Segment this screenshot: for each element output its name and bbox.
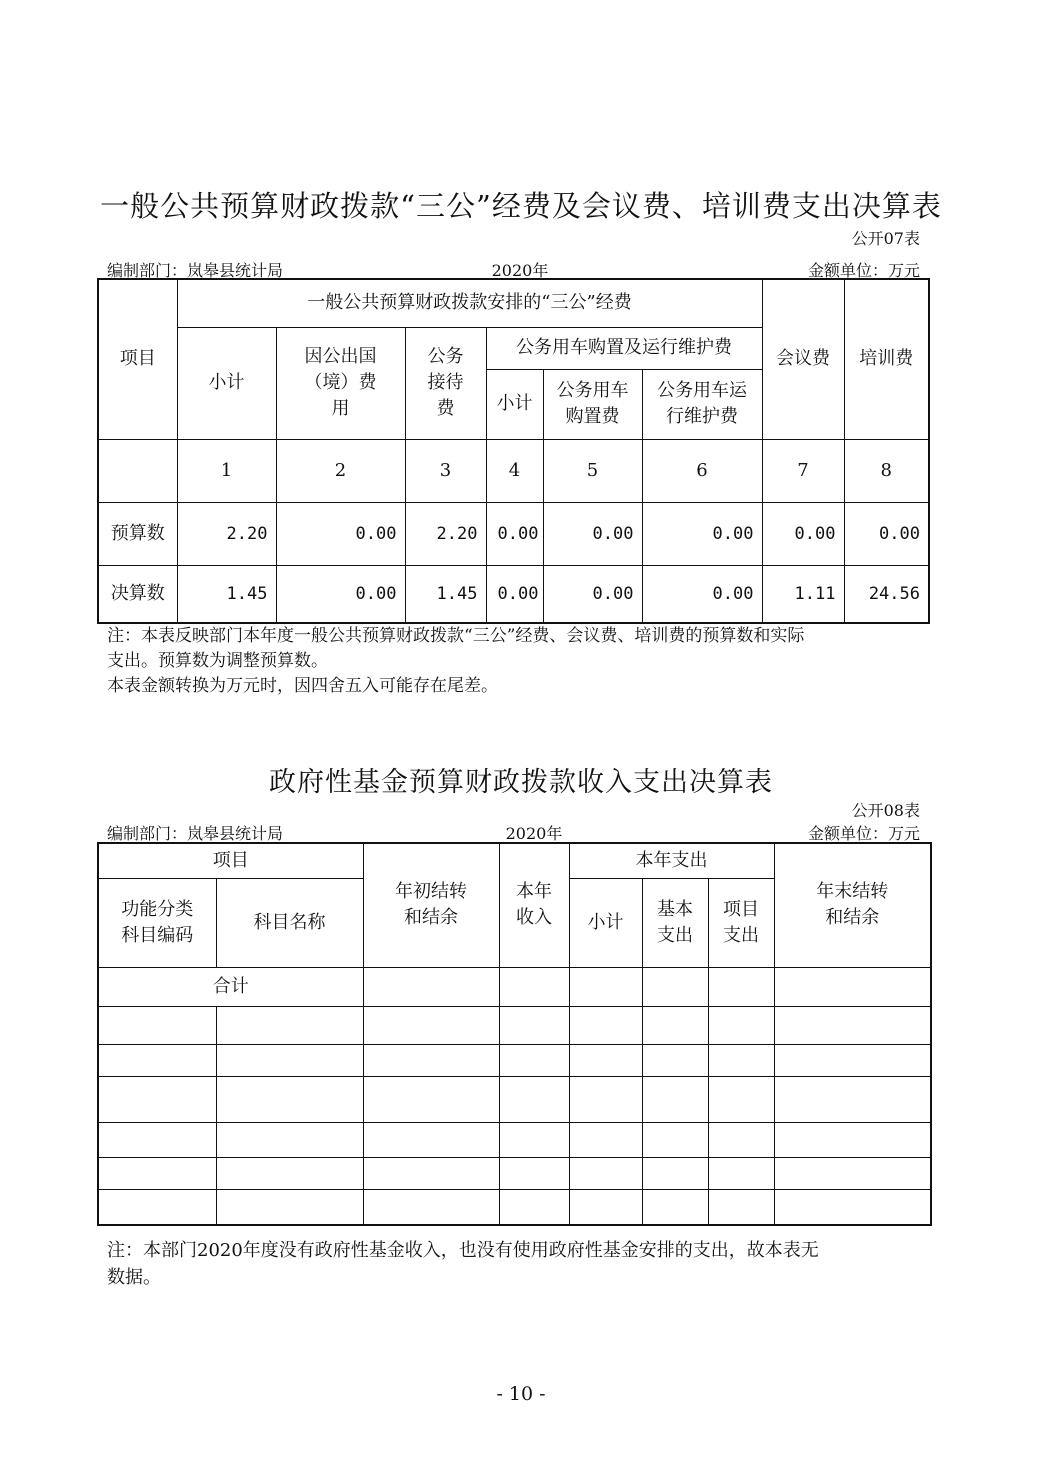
table-row xyxy=(98,1006,931,1044)
t1-head-reception: 公务接待费 xyxy=(405,327,486,439)
empty-cell xyxy=(774,1122,931,1157)
empty-cell xyxy=(98,1189,216,1225)
empty-cell xyxy=(363,1122,499,1157)
t1-blank-cell xyxy=(98,439,177,502)
value-cell: 0.00 xyxy=(543,502,642,565)
empty-cell xyxy=(499,1122,569,1157)
empty-cell xyxy=(708,1044,774,1076)
table2-note xyxy=(107,1237,927,1291)
note-line: 注：本表反映部门本年度一般公共预算财政拨款“三公”经费、会议费、培训费的预算数和实际 xyxy=(107,626,805,646)
empty-cell xyxy=(216,1122,363,1157)
value-cell: 0.00 xyxy=(762,502,844,565)
row-label: 决算数 xyxy=(98,565,177,623)
table1 xyxy=(97,278,930,624)
value-cell: 24.56 xyxy=(844,565,929,623)
t1-head-training: 培训费 xyxy=(844,279,929,439)
t2-head-end-balance: 年末结转和结余 xyxy=(774,843,931,967)
empty-cell xyxy=(569,1157,642,1189)
empty-cell xyxy=(499,1076,569,1122)
empty-cell xyxy=(499,1157,569,1189)
t1-head-car-purchase: 公务用车购置费 xyxy=(543,369,642,439)
empty-cell xyxy=(98,1076,216,1122)
empty-cell xyxy=(642,1122,708,1157)
empty-cell xyxy=(708,1076,774,1122)
table1-code: 公开07表 xyxy=(851,229,920,248)
t1-colnum: 5 xyxy=(543,439,642,502)
table2-dept: 编制部门：岚皋县统计局 xyxy=(107,824,284,843)
empty-cell xyxy=(499,1044,569,1076)
empty-cell xyxy=(499,967,569,1006)
value-cell: 2.20 xyxy=(177,502,276,565)
value-cell: 0.00 xyxy=(486,502,543,565)
value-cell: 1.11 xyxy=(762,565,844,623)
table-row xyxy=(98,1044,931,1076)
note-line: 数据。 xyxy=(107,1267,161,1288)
empty-cell xyxy=(642,1006,708,1044)
t1-head-car-group: 公务用车购置及运行维护费 xyxy=(486,327,762,369)
value-cell: 0.00 xyxy=(844,502,929,565)
empty-cell xyxy=(774,967,931,1006)
value-cell: 0.00 xyxy=(543,565,642,623)
t1-colnum: 2 xyxy=(276,439,405,502)
empty-cell xyxy=(569,1122,642,1157)
t1-head-meeting: 会议费 xyxy=(762,279,844,439)
table-row xyxy=(98,1076,931,1122)
empty-cell xyxy=(774,1157,931,1189)
t2-head-exp-subtotal: 小计 xyxy=(569,878,642,967)
empty-cell xyxy=(569,967,642,1006)
empty-cell xyxy=(708,1157,774,1189)
empty-cell xyxy=(363,1076,499,1122)
page-number: - 10 - xyxy=(496,1383,546,1405)
table2 xyxy=(97,842,932,1226)
value-cell: 0.00 xyxy=(276,502,405,565)
empty-cell xyxy=(98,1157,216,1189)
table-row xyxy=(98,1189,931,1225)
t1-colnum: 4 xyxy=(486,439,543,502)
table-row xyxy=(98,565,929,623)
empty-cell xyxy=(569,1076,642,1122)
t1-head-car-subtotal: 小计 xyxy=(486,369,543,439)
table1-title: 一般公共预算财政拨款“三公”经费及会议费、培训费支出决算表 xyxy=(100,189,942,223)
empty-cell xyxy=(569,1044,642,1076)
t1-colnum: 7 xyxy=(762,439,844,502)
table1-year: 2020年 xyxy=(491,261,549,280)
value-cell: 1.45 xyxy=(405,565,486,623)
note-line: 注：本部门2020年度没有政府性基金收入，也没有使用政府性基金安排的支出，故本表无 xyxy=(107,1240,819,1261)
note-line: 本表金额转换为万元时，因四舍五入可能存在尾差。 xyxy=(107,676,498,696)
empty-cell xyxy=(499,1189,569,1225)
value-cell: 0.00 xyxy=(276,565,405,623)
t2-head-expense: 本年支出 xyxy=(569,843,774,878)
t1-head-abroad: 因公出国（境）费用 xyxy=(276,327,405,439)
empty-cell xyxy=(642,1076,708,1122)
empty-cell xyxy=(642,1189,708,1225)
table2-unit: 金额单位：万元 xyxy=(807,824,920,843)
empty-cell xyxy=(774,1044,931,1076)
t2-head-func-code: 功能分类科目编码 xyxy=(98,878,216,967)
table2-title: 政府性基金预算财政拨款收入支出决算表 xyxy=(269,767,773,798)
table-row xyxy=(98,1122,931,1157)
empty-cell xyxy=(216,1157,363,1189)
value-cell: 0.00 xyxy=(486,565,543,623)
empty-cell xyxy=(216,1044,363,1076)
t2-head-exp-basic: 基本支出 xyxy=(642,878,708,967)
t1-colnum: 6 xyxy=(642,439,762,502)
table-row xyxy=(98,1157,931,1189)
empty-cell xyxy=(569,1189,642,1225)
empty-cell xyxy=(774,1189,931,1225)
empty-cell xyxy=(499,1006,569,1044)
empty-cell xyxy=(569,1006,642,1044)
empty-cell xyxy=(363,1189,499,1225)
empty-cell xyxy=(216,1076,363,1122)
note-line: 支出。预算数为调整预算数。 xyxy=(107,651,328,671)
t2-head-begin-balance: 年初结转和结余 xyxy=(363,843,499,967)
empty-cell xyxy=(708,1006,774,1044)
empty-cell xyxy=(363,1157,499,1189)
table1-dept: 编制部门：岚皋县统计局 xyxy=(107,261,284,280)
empty-cell xyxy=(216,1189,363,1225)
t1-head-sangong: 一般公共预算财政拨款安排的“三公”经费 xyxy=(177,279,762,327)
empty-cell xyxy=(642,967,708,1006)
empty-cell xyxy=(774,1006,931,1044)
t2-head-exp-project: 项目支出 xyxy=(708,878,774,967)
t1-colnum: 3 xyxy=(405,439,486,502)
table-row xyxy=(98,967,931,1006)
t1-colnum: 1 xyxy=(177,439,276,502)
empty-cell xyxy=(363,1006,499,1044)
empty-cell xyxy=(363,1044,499,1076)
t2-head-subject-name: 科目名称 xyxy=(216,878,363,967)
t1-colnum: 8 xyxy=(844,439,929,502)
table2-code: 公开08表 xyxy=(851,801,920,820)
empty-cell xyxy=(642,1044,708,1076)
empty-cell xyxy=(216,1006,363,1044)
t1-head-subtotal: 小计 xyxy=(177,327,276,439)
empty-cell xyxy=(708,1189,774,1225)
empty-cell xyxy=(363,967,499,1006)
t2-head-item: 项目 xyxy=(98,843,363,878)
empty-cell xyxy=(642,1157,708,1189)
empty-cell xyxy=(774,1076,931,1122)
value-cell: 0.00 xyxy=(642,502,762,565)
empty-cell xyxy=(708,967,774,1006)
table-row xyxy=(98,502,929,565)
empty-cell xyxy=(98,1006,216,1044)
value-cell: 1.45 xyxy=(177,565,276,623)
value-cell: 2.20 xyxy=(405,502,486,565)
empty-cell xyxy=(708,1122,774,1157)
t1-head-item: 项目 xyxy=(98,279,177,439)
table2-year: 2020年 xyxy=(505,824,563,843)
value-cell: 0.00 xyxy=(642,565,762,623)
t2-head-income: 本年收入 xyxy=(499,843,569,967)
table1-note xyxy=(107,624,927,699)
empty-cell xyxy=(98,1044,216,1076)
row-label: 预算数 xyxy=(98,502,177,565)
empty-cell xyxy=(98,1122,216,1157)
table1-unit: 金额单位：万元 xyxy=(807,261,920,280)
total-label: 合计 xyxy=(98,967,363,1006)
t1-head-car-operate: 公务用车运行维护费 xyxy=(642,369,762,439)
